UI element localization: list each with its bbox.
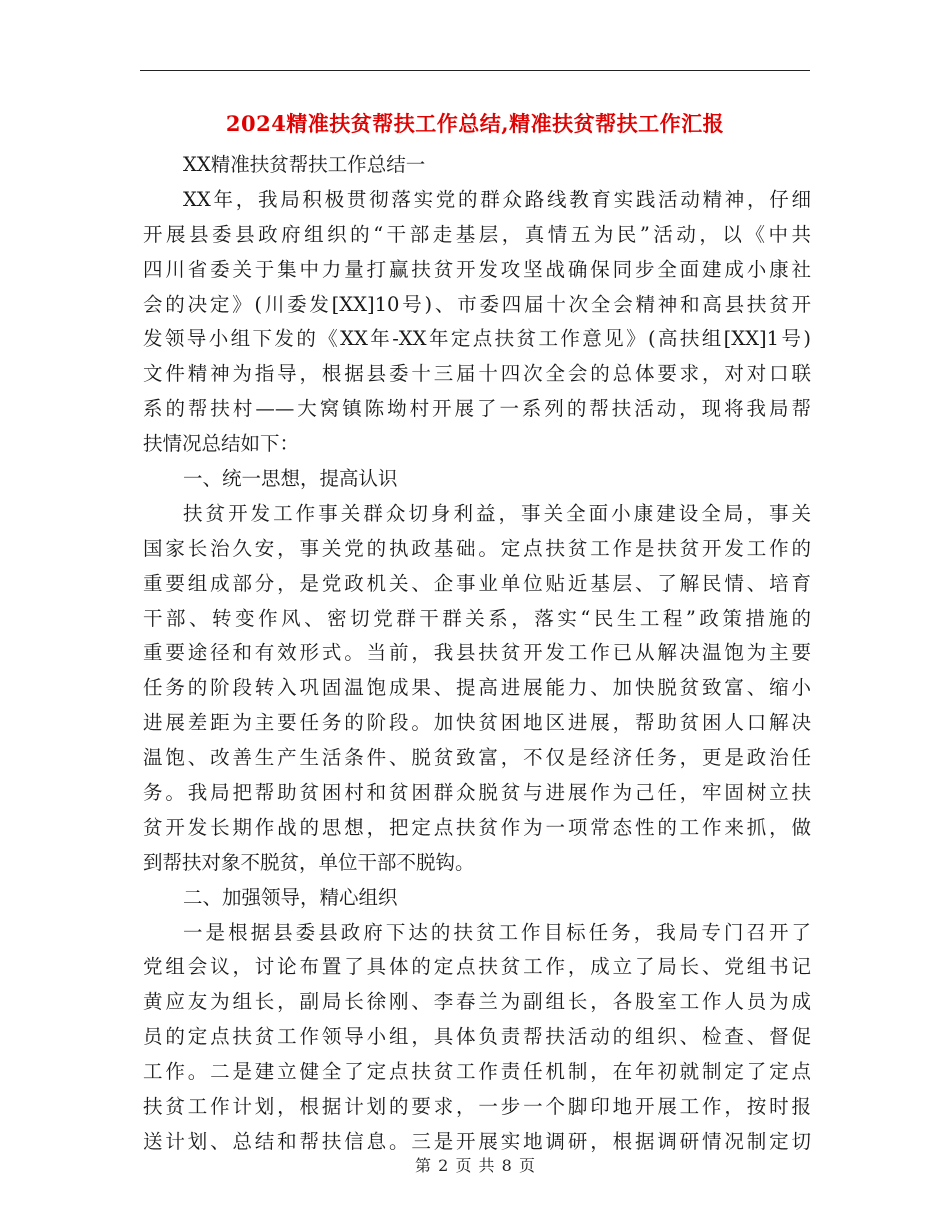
paragraph-line: 送计划、总结和帮扶信息。三是开展实地调研，根据调研情况制定切	[143, 1129, 811, 1153]
page-footer	[0, 1153, 950, 1176]
paragraph-line: 一是根据县委县政府下达的扶贫工作目标任务，我局专门召开了	[183, 920, 811, 944]
paragraph-line: 到帮扶对象不脱贫，单位干部不脱钩。	[143, 850, 475, 874]
document-body	[143, 148, 811, 1160]
paragraph-line: 任务的阶段转入巩固温饱成果、提高进展能力、加快脱贫致富、缩小	[143, 676, 811, 700]
paragraph-line: 温饱、改善生产生活条件、脱贫致富，不仅是经济任务，更是政治任	[143, 746, 811, 770]
paragraph-line: 工作。二是建立健全了定点扶贫工作责任机制，在年初就制定了定点	[143, 1060, 811, 1084]
paragraph-line: 文件精神为指导，根据县委十三届十四次全会的总体要求，对对口联	[143, 362, 811, 386]
paragraph-line: 员的定点扶贫工作领导小组，具体负责帮扶活动的组织、检查、督促	[143, 1025, 811, 1049]
footer-page-unit: 页	[455, 1156, 472, 1175]
footer-current-page: 2	[438, 1156, 449, 1175]
paragraph-line: 四川省委关于集中力量打赢扶贫开发攻坚战确保同步全面建成小康社	[143, 257, 811, 281]
paragraph-line: 务。我局把帮助贫困村和贫困群众脱贫与进展作为己任，牢固树立扶	[143, 781, 811, 805]
paragraph-line: 贫开发长期作战的思想，把定点扶贫作为一项常态性的工作来抓，做	[143, 815, 811, 839]
footer-total-label: 共	[478, 1156, 495, 1175]
paragraph-line: 重要途径和有效形式。当前，我县扶贫开发工作已从解决温饱为主要	[143, 641, 811, 665]
paragraph-line: XX年，我局积极贯彻落实党的群众路线教育实践活动精神，仔细	[183, 187, 811, 211]
header-rule	[140, 70, 810, 71]
section-heading: 二、加强领导，精心组织	[183, 885, 398, 909]
paragraph-line: 重要组成部分，是党政机关、企事业单位贴近基层、了解民情、培育	[143, 571, 811, 595]
footer-total-pages: 8	[501, 1156, 512, 1175]
paragraph-line: 扶贫工作计划，根据计划的要求，一步一个脚印地开展工作，按时报	[143, 1095, 811, 1119]
paragraph-line: 干部、转变作风、密切党群干群关系，落实“民生工程”政策措施的	[143, 606, 811, 630]
footer-total-unit: 页	[518, 1156, 535, 1175]
paragraph-line: 开展县委县政府组织的“干部走基层，真情五为民”活动，以《中共	[143, 222, 811, 246]
section-subtitle: XX精准扶贫帮扶工作总结一	[183, 153, 426, 176]
paragraph-line: 进展差距为主要任务的阶段。加快贫困地区进展，帮助贫困人口解决	[143, 711, 811, 735]
paragraph-line: 系的帮扶村——大窝镇陈坳村开展了一系列的帮扶活动，现将我局帮	[143, 397, 811, 421]
paragraph-line: 发领导小组下发的《XX年-XX年定点扶贫工作意见》(高扶组[XX]1号)	[143, 327, 811, 351]
section-heading: 一、统一思想，提高认识	[183, 467, 398, 491]
paragraph-line: 国家长治久安，事关党的执政基础。定点扶贫工作是扶贫开发工作的	[143, 536, 811, 560]
paragraph-line: 会的决定》(川委发[XX]10号)、市委四届十次全会精神和高县扶贫开	[143, 292, 811, 316]
paragraph-line: 黄应友为组长，副局长徐刚、李春兰为副组长，各股室工作人员为成	[143, 990, 811, 1014]
footer-page-label: 第	[415, 1156, 432, 1175]
paragraph-line: 扶情况总结如下：	[143, 432, 300, 456]
document-title: 2024精准扶贫帮扶工作总结,精准扶贫帮扶工作汇报	[225, 111, 725, 136]
paragraph-line: 党组会议，讨论布置了具体的定点扶贫工作，成立了局长、党组书记	[143, 955, 811, 979]
paragraph-line: 扶贫开发工作事关群众切身利益，事关全面小康建设全局，事关	[183, 501, 811, 525]
